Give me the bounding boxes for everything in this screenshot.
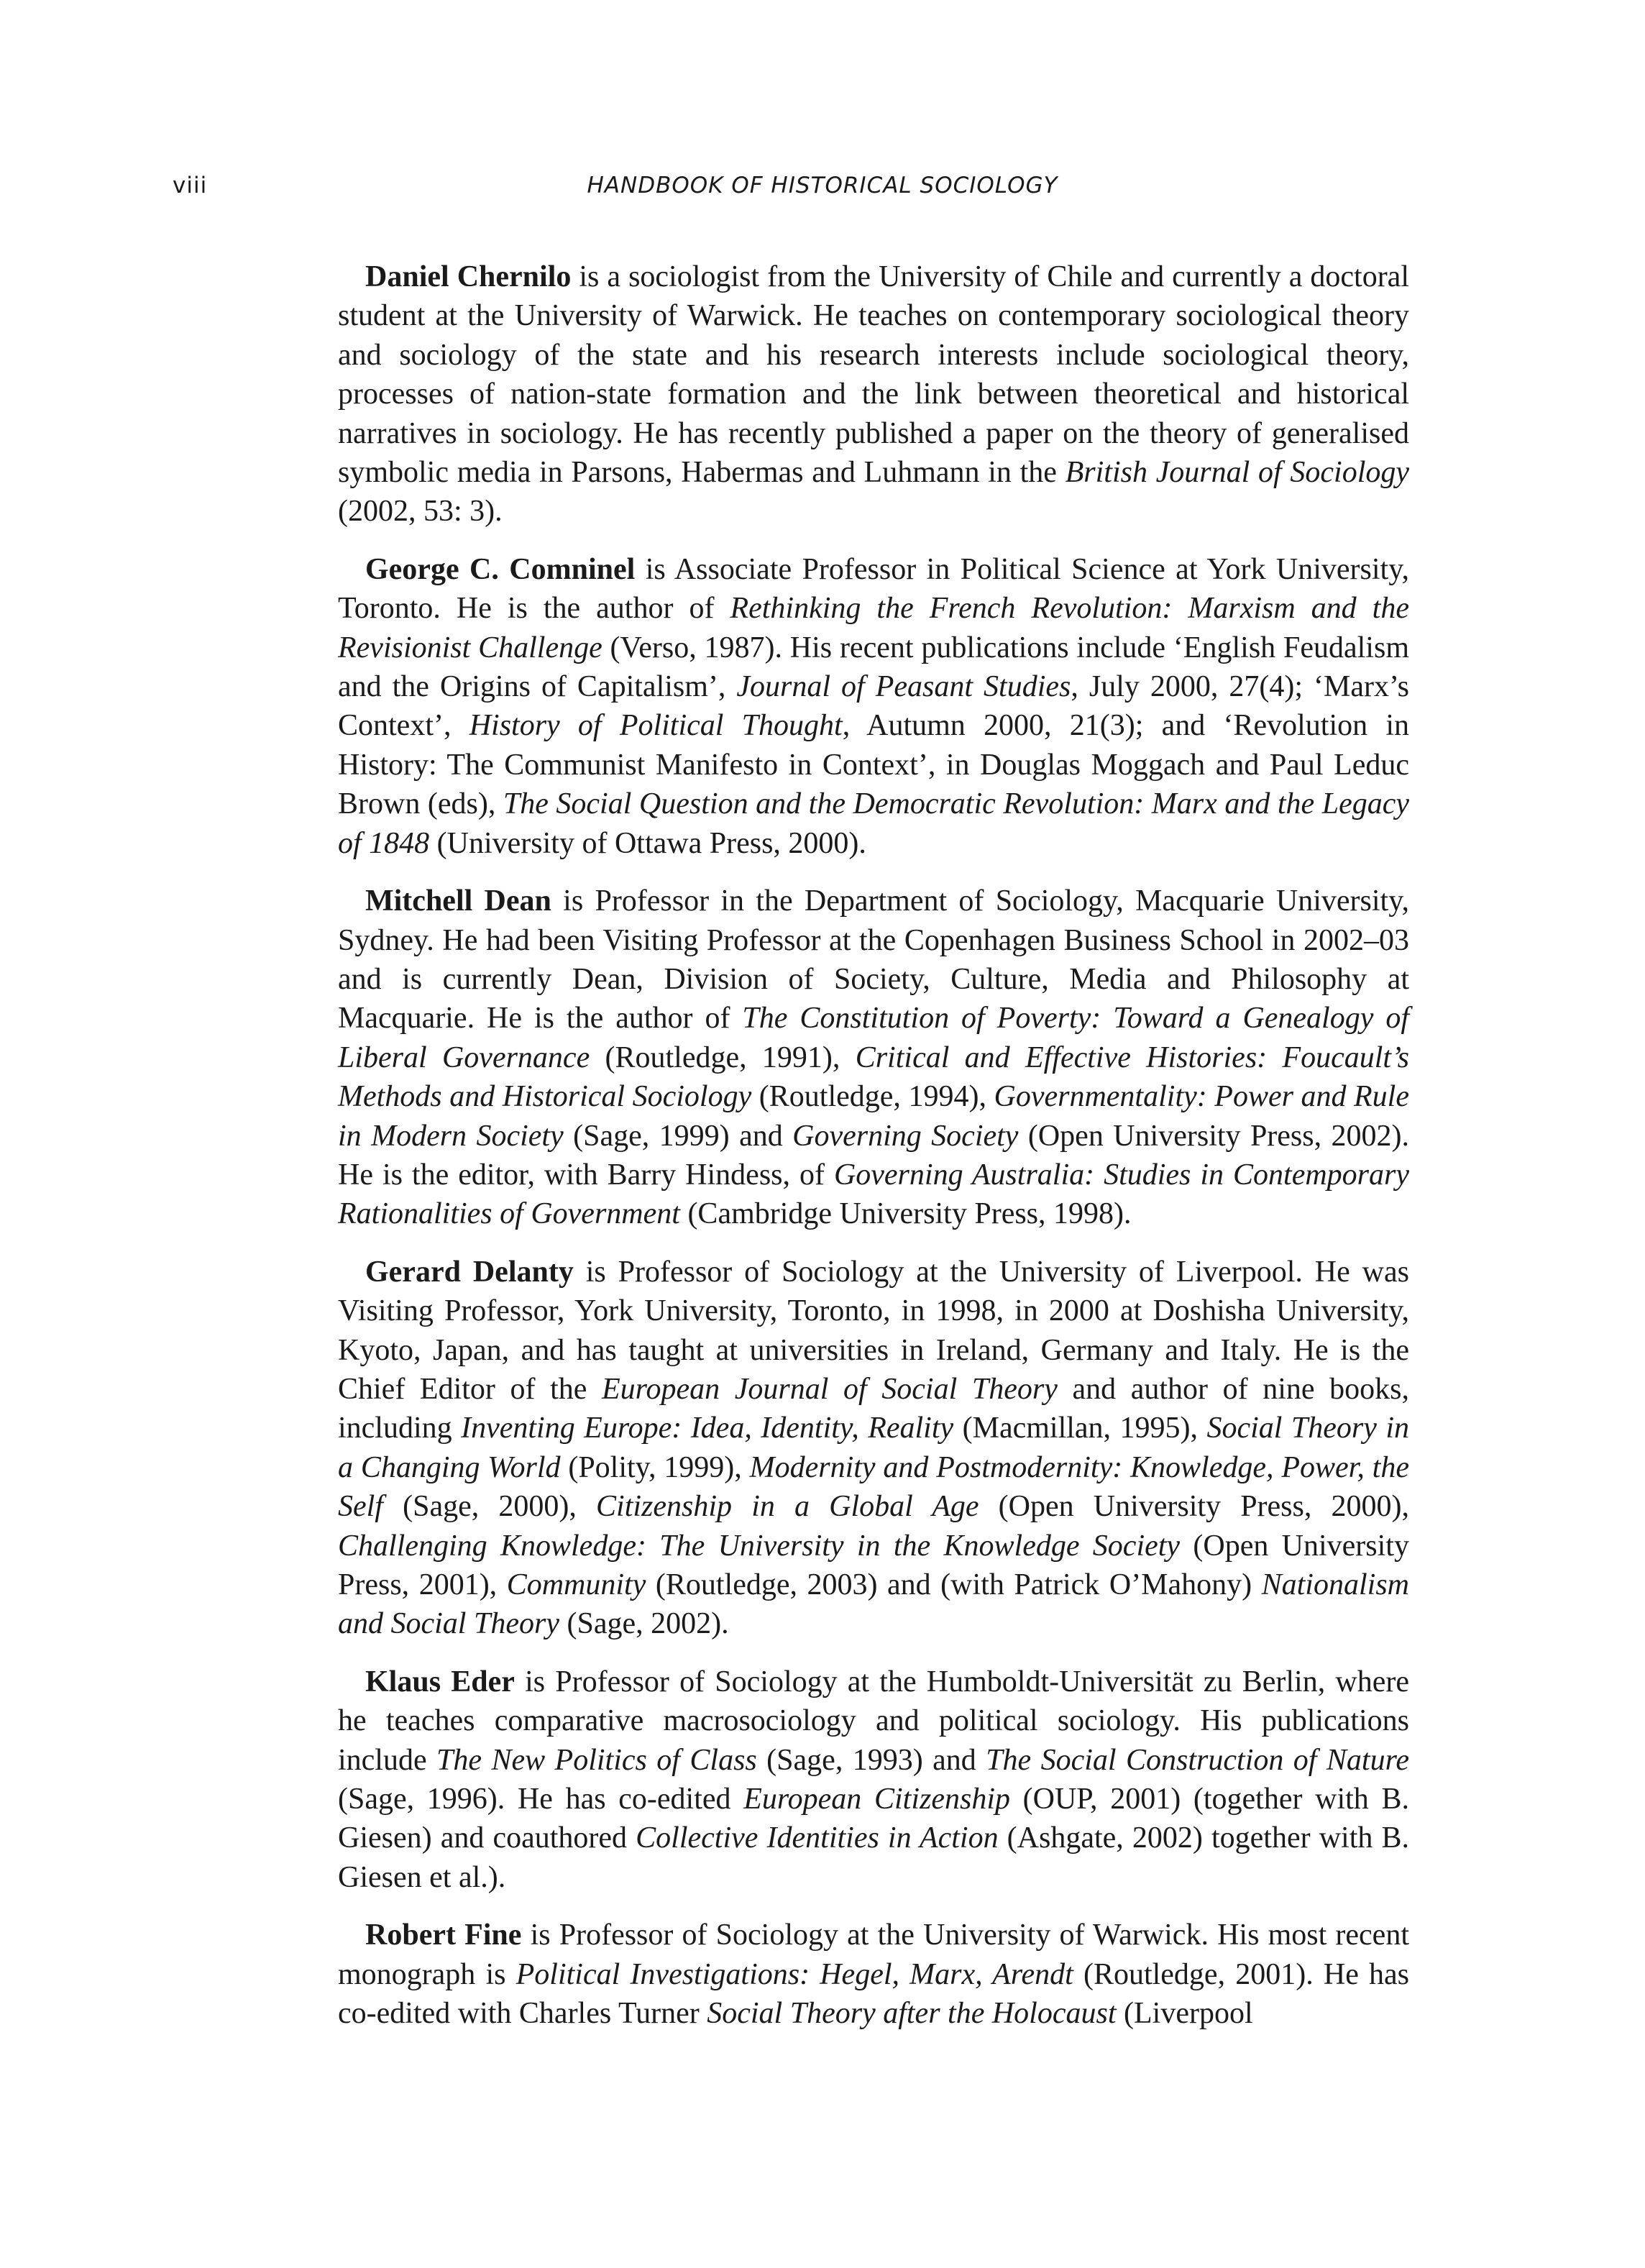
bio-text: (Routledge, 2003) and (with Patrick O’Mahony): [646, 1568, 1262, 1601]
bio-title: Journal of Peasant Studies: [736, 670, 1071, 704]
bio-title: Rethinking the French Revolution: Marxism and the Revisionist Challenge: [338, 592, 1409, 664]
bio-title: Governing Society: [792, 1119, 1019, 1153]
bio-paragraph: [338, 1253, 1409, 1644]
contributor-bios: [338, 257, 1409, 2052]
bio-text: (Sage, 1996). He has co-edited: [338, 1783, 744, 1816]
bio-text: (Macmillan, 1995),: [953, 1412, 1207, 1445]
bio-text: (Sage, 2000),: [382, 1490, 597, 1524]
bio-title: Governing Australia: Studies in Contemporary Rationalities of Government: [338, 1158, 1409, 1231]
bio-title: Social Theory after the Holocaust: [707, 1997, 1117, 2031]
contributor-name: Mitchell Dean: [365, 884, 551, 918]
bio-paragraph: [338, 1663, 1409, 1897]
bio-text: (Open University Press, 2002). He is the editor, with Barry Hindess, of: [338, 1119, 1410, 1192]
bio-text: (Sage, 2002).: [559, 1607, 729, 1641]
bio-text: (Ashgate, 2002) together with B. Giesen et al.).: [338, 1821, 1410, 1894]
contributor-name: Klaus Eder: [365, 1665, 515, 1698]
bio-title: Modernity and Postmodernity: Knowledge, Power, the Self: [338, 1450, 1409, 1524]
bio-text: (Sage, 1993) and: [756, 1743, 986, 1777]
bio-text: (Routledge, 2001). He has co-edited with Charles Turner: [338, 1957, 1410, 2031]
bio-text: is Professor in the Department of Sociology, Macquarie University, Sydney. He had been Visiting Professor at the Copenhagen Business School in 2002–03 and is currently Dean, Division of Society, Culture, Media and Philosophy at Macquarie. He is the author of: [338, 884, 1410, 1035]
bio-text: (Cambridge University Press, 1998).: [679, 1197, 1132, 1231]
bio-text: is Professor of Sociology at the University of Warwick. His most recent monograph is: [338, 1919, 1409, 1991]
bio-title: The Social Question and the Democratic Revolution: Marx and the Legacy of 1848: [338, 787, 1409, 860]
bio-text: is Professor of Sociology at the Humboldt-Universität zu Berlin, where he teaches comparative macrosociology and political sociology. His publications include: [338, 1665, 1409, 1777]
bio-text: (Liverpool: [1116, 1997, 1253, 2031]
bio-text: (Verso, 1987). His recent publications include ‘English Feudalism and the Origins of Capitalism’,: [338, 631, 1409, 704]
bio-text: (Sage, 1999) and: [563, 1119, 793, 1153]
bio-title: The Constitution of Poverty: Toward a Genealogy of Liberal Governance: [338, 1002, 1409, 1074]
bio-text: (Open University Press, 2000),: [979, 1490, 1409, 1524]
page-number: viii: [173, 173, 208, 198]
bio-text: (Routledge, 1991),: [590, 1041, 856, 1074]
contributor-name: George C. Comninel: [365, 552, 636, 586]
running-head: HANDBOOK OF HISTORICAL SOCIOLOGY: [587, 173, 1058, 198]
bio-text: (University of Ottawa Press, 2000).: [429, 826, 866, 860]
bio-title: History of Political Thought: [469, 709, 843, 743]
bio-title: Inventing Europe: Idea, Identity, Reality: [461, 1412, 954, 1445]
contributor-name: Gerard Delanty: [365, 1255, 574, 1289]
bio-title: Citizenship in a Global Age: [596, 1490, 979, 1524]
bio-text: , Autumn 2000, 21(3); and ‘Revolution in History: The Communist Manifesto in Context’, in Douglas Moggach and Paul Leduc Brown (eds),: [338, 709, 1410, 821]
bio-text: (OUP, 2001) (together with B. Giesen) and coauthored: [338, 1783, 1409, 1855]
bio-title: The New Politics of Class: [436, 1743, 757, 1777]
bio-text: (2002, 53: 3).: [338, 495, 503, 529]
bio-paragraph: [338, 1916, 1409, 2033]
bio-title: Challenging Knowledge: The University in the Knowledge Society: [338, 1529, 1181, 1563]
bio-paragraph: [338, 550, 1409, 863]
bio-text: (Routledge, 1994),: [751, 1080, 994, 1114]
contributor-name: Daniel Chernilo: [365, 260, 572, 293]
bio-title: Social Theory in a Changing World: [338, 1412, 1410, 1484]
bio-paragraph: [338, 257, 1409, 531]
bio-title: The Social Construction of Nature: [986, 1743, 1409, 1777]
bio-title: Community: [506, 1568, 646, 1601]
bio-text: and author of nine books, including: [338, 1372, 1409, 1445]
bio-title: European Citizenship: [743, 1783, 1010, 1816]
bio-title: Critical and Effective Histories: Foucault’s Methods and Historical Sociology: [338, 1041, 1409, 1114]
bio-title: Collective Identities in Action: [636, 1821, 999, 1855]
bio-title: Governmentality: Power and Rule in Modern Society: [338, 1080, 1409, 1153]
bio-text: , July 2000, 27(4); ‘Marx’s Context’,: [338, 670, 1409, 743]
bio-text: (Polity, 1999),: [560, 1450, 750, 1484]
bio-title: European Journal of Social Theory: [602, 1372, 1058, 1406]
bio-text: is Associate Professor in Political Science at York University, Toronto. He is the author of: [338, 552, 1409, 626]
bio-title: British Journal of Sociology: [1065, 456, 1410, 490]
bio-text: is a sociologist from the University of Chile and currently a doctoral student at the University of Warwick. He teaches on contemporary sociological theory and sociology of the state and his research interests include sociological theory, processes of nation-state formation and the link between theoretical and historical narratives in sociology. He has recently published a paper on the theory of generalised symbolic media in Parsons, Habermas and Luhmann in the: [338, 260, 1409, 490]
contributor-name: Robert Fine: [365, 1919, 522, 1952]
bio-paragraph: [338, 882, 1409, 1234]
bio-title: Political Investigations: Hegel, Marx, Arendt: [516, 1957, 1073, 1991]
bio-text: is Professor of Sociology at the University of Liverpool. He was Visiting Professor, York University, Toronto, in 1998, in 2000 at Doshisha University, Kyoto, Japan, and has taught at universities in Ireland, Germany and Italy. He is the Chief Editor of the: [338, 1255, 1409, 1406]
bio-title: Nationalism and Social Theory: [338, 1568, 1409, 1641]
bio-text: (Open University Press, 2001),: [338, 1529, 1409, 1601]
